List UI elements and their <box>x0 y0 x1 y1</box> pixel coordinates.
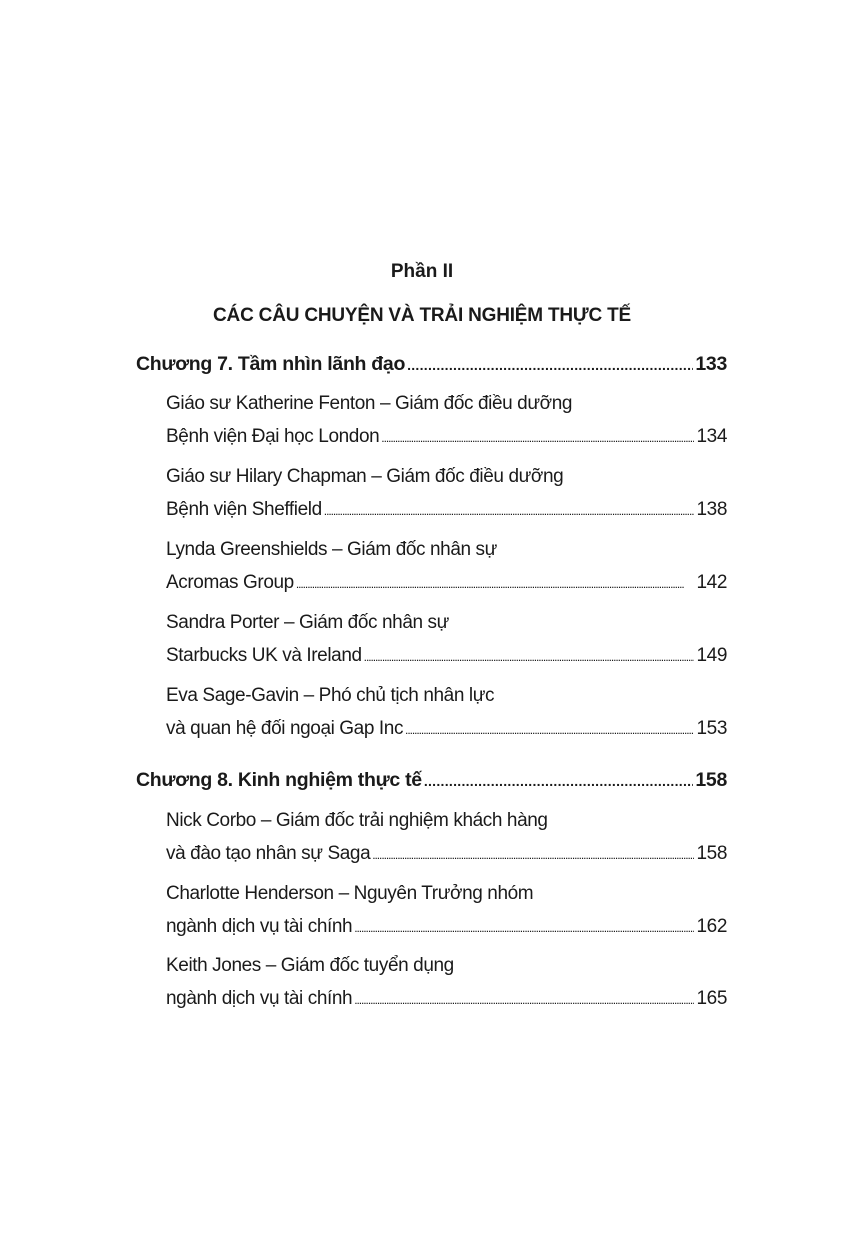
chapter-title: Chương 8. Kinh nghiệm thực tế <box>136 769 422 791</box>
chapter-page-number: 158 <box>695 769 727 791</box>
dot-leader <box>354 988 694 1010</box>
entry-title-line1: Lynda Greenshields – Giám đốc nhân sự <box>166 539 497 560</box>
entry-title-line2: Starbucks UK và Ireland <box>166 645 362 666</box>
toc-entry-line1 <box>166 393 727 415</box>
entry-title-line1: Nick Corbo – Giám đốc trải nghiệm khách hàng <box>166 810 548 831</box>
toc-entry-line1 <box>166 612 727 634</box>
entry-page-number: 149 <box>696 645 727 666</box>
toc-chapter-heading[interactable] <box>136 353 727 376</box>
entry-page-number: 165 <box>696 988 727 1009</box>
entry-page-number: 158 <box>696 843 727 864</box>
entry-title-line1: Giáo sư Katherine Fenton – Giám đốc điều dưỡng <box>166 393 573 414</box>
entry-title-line1: Eva Sage-Gavin – Phó chủ tịch nhân lực <box>166 685 495 706</box>
entry-title-line2: ngành dịch vụ tài chính <box>166 988 353 1009</box>
entry-title-line1: Giáo sư Hilary Chapman – Giám đốc điều dưỡng <box>166 466 564 487</box>
dot-leader <box>372 843 694 865</box>
chapter-page-number: 133 <box>695 353 727 375</box>
entry-title-line2: Bệnh viện Sheffield <box>166 499 322 520</box>
toc-entry-line2[interactable] <box>166 572 727 594</box>
entry-title-line1: Keith Jones – Giám đốc tuyển dụng <box>166 955 454 976</box>
entry-title-line2: Bệnh viện Đại học London <box>166 426 380 447</box>
toc-entry-line1 <box>166 685 727 707</box>
toc-entry-line1 <box>166 955 727 977</box>
entry-title-line2: và quan hệ đối ngoại Gap Inc <box>166 718 404 739</box>
entry-title-line1: Charlotte Henderson – Nguyên Trưởng nhóm <box>166 883 534 904</box>
toc-entry-line1 <box>166 810 727 832</box>
dot-leader <box>324 499 695 521</box>
dot-leader <box>405 718 694 740</box>
dot-leader <box>296 572 695 594</box>
toc-entry-line2[interactable] <box>166 426 727 448</box>
part-title: CÁC CÂU CHUYỆN VÀ TRẢI NGHIỆM THỰC TẾ <box>213 305 631 326</box>
entry-title-line2: Acromas Group <box>166 572 294 593</box>
toc-chapter-heading[interactable] <box>136 769 727 792</box>
chapter-title: Chương 7. Tầm nhìn lãnh đạo <box>136 353 406 375</box>
entry-page-number: 162 <box>696 916 727 937</box>
toc-entry-line2[interactable] <box>166 499 727 521</box>
part-label: Phần II <box>390 261 454 282</box>
toc-entry-line2[interactable] <box>166 718 727 740</box>
toc-entry-line2[interactable] <box>166 916 727 938</box>
entry-title-line1: Sandra Porter – Giám đốc nhân sự <box>166 612 449 633</box>
toc-entry-line1 <box>166 883 727 905</box>
entry-page-number: 134 <box>696 426 727 447</box>
entry-page-number: 153 <box>696 718 727 739</box>
entry-title-line2: và đào tạo nhân sự Saga <box>166 843 371 864</box>
entry-page-number: 138 <box>696 499 727 520</box>
dot-leader <box>424 769 694 792</box>
dot-leader <box>364 645 695 667</box>
toc-entry-line2[interactable] <box>166 988 727 1010</box>
dot-leader <box>407 353 693 376</box>
dot-leader <box>354 916 694 938</box>
toc-entry-line1 <box>166 539 727 561</box>
toc-entry-line2[interactable] <box>166 645 727 667</box>
toc-entry-line2[interactable] <box>166 843 727 865</box>
dot-leader <box>381 426 694 448</box>
toc-entry-line1 <box>166 466 727 488</box>
entry-title-line2: ngành dịch vụ tài chính <box>166 916 353 937</box>
entry-page-number: 142 <box>696 572 727 593</box>
